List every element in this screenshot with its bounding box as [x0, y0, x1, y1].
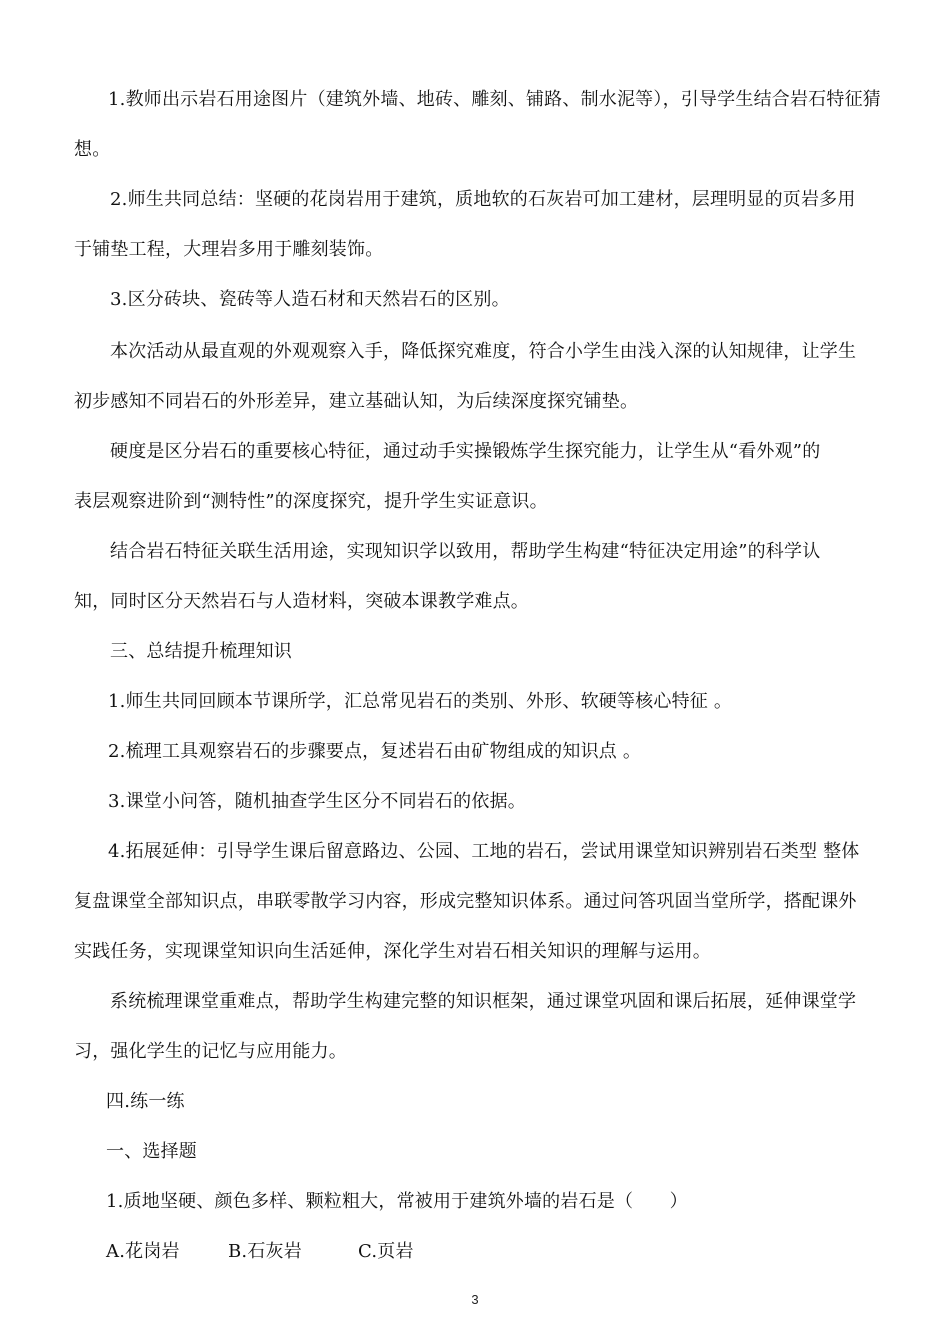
section-heading: 四.练一练 [106, 1091, 185, 1112]
option-c: C.页岩 [358, 1241, 414, 1262]
paragraph-line: 硬度是区分岩石的重要核心特征，通过动手实操锻炼学生探究能力，让学生从“看外观”的 [110, 441, 821, 462]
paragraph-line: 1.师生共同回顾本节课所学，汇总常见岩石的类别、外形、软硬等核心特征 。 [108, 691, 733, 712]
question-text: 1.质地坚硬、颜色多样、颗粒粗大，常被用于建筑外墙的岩石是（ ） [106, 1191, 688, 1212]
paragraph-line: 3.课堂小问答，随机抽查学生区分不同岩石的依据。 [108, 791, 526, 812]
paragraph-line: 4.拓展延伸：引导学生课后留意路边、公园、工地的岩石，尝试用课堂知识辨别岩石类型 整体 [108, 841, 860, 862]
page-number: 3 [471, 1292, 479, 1307]
paragraph-line: 2.师生共同总结：坚硬的花岗岩用于建筑，质地软的石灰岩可加工建材，层理明显的页岩多用 [110, 189, 856, 210]
paragraph-line: 实践任务，实现课堂知识向生活延伸，深化学生对岩石相关知识的理解与运用。 [74, 941, 711, 962]
paragraph-line: 2.梳理工具观察岩石的步骤要点，复述岩石由矿物组成的知识点 。 [108, 741, 642, 762]
paragraph-line: 本次活动从最直观的外观观察入手，降低探究难度，符合小学生由浅入深的认知规律，让学生 [110, 341, 857, 362]
paragraph-line: 1.教师出示岩石用途图片（建筑外墙、地砖、雕刻、铺路、制水泥等），引导学生结合岩石特征猜 [108, 89, 881, 110]
paragraph-line: 初步感知不同岩石的外形差异，建立基础认知，为后续深度探究铺垫。 [74, 391, 639, 412]
paragraph-line: 于铺垫工程，大理岩多用于雕刻装饰。 [74, 239, 384, 260]
paragraph-line: 想。 [74, 139, 111, 160]
paragraph-line: 系统梳理课堂重难点，帮助学生构建完整的知识框架，通过课堂巩固和课后拓展，延伸课堂学 [110, 991, 857, 1012]
paragraph-line: 知，同时区分天然岩石与人造材料，突破本课教学难点。 [74, 591, 529, 612]
paragraph-line: 表层观察进阶到“测特性”的深度探究，提升学生实证意识。 [74, 491, 548, 512]
option-a: A.花岗岩 [106, 1241, 180, 1262]
paragraph-line: 复盘课堂全部知识点，串联零散学习内容，形成完整知识体系。通过问答巩固当堂所学，搭配课外 [74, 891, 857, 912]
section-heading: 三、总结提升梳理知识 [110, 641, 292, 662]
paragraph-line: 习，强化学生的记忆与应用能力。 [74, 1041, 347, 1062]
paragraph-line: 3.区分砖块、瓷砖等人造石材和天然岩石的区别。 [110, 289, 510, 310]
section-heading: 一、选择题 [106, 1141, 197, 1162]
option-b: B.石灰岩 [228, 1241, 302, 1262]
paragraph-line: 结合岩石特征关联生活用途，实现知识学以致用，帮助学生构建“特征决定用途”的科学认 [110, 541, 821, 562]
